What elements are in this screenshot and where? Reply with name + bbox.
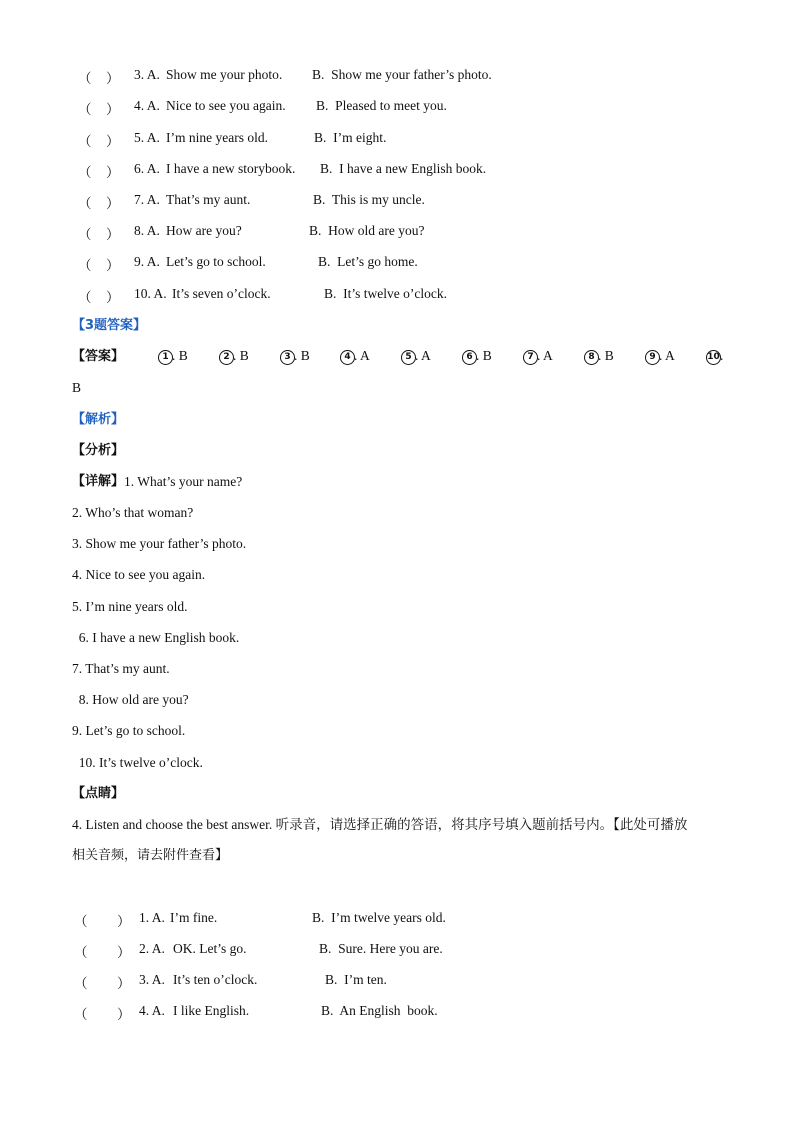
- question-number: 7. A.: [134, 192, 160, 207]
- detail-line: 4. Nice to see you again.: [72, 567, 206, 582]
- answer-paren-open: （: [78, 134, 92, 149]
- answer-paren-open: （: [74, 945, 88, 960]
- option-a: It’s ten o’clock.: [173, 972, 258, 987]
- question-instruction: 4. Listen and choose the best answer. 听录音，请选择正确的答语，将其序号填入题前括号内。【此处可播放: [72, 817, 688, 832]
- answer-paren-open: （: [78, 165, 92, 180]
- circled-number-8: 8: [584, 350, 599, 365]
- analysis-label: 【解析】: [72, 412, 125, 427]
- circled-number-1: 1: [158, 350, 173, 365]
- question-number: 6. A.: [134, 161, 160, 176]
- answer-paren-open: （: [78, 196, 92, 211]
- answer-value: . B: [233, 348, 249, 363]
- option-a: Nice to see you again.: [166, 98, 286, 113]
- option-b: B. I’m ten.: [325, 972, 387, 987]
- option-a: I’m fine.: [170, 910, 218, 925]
- question-number: 4. A.: [139, 1003, 165, 1018]
- answer-paren-close: ）: [106, 227, 120, 242]
- detail-line: 6. I have a new English book.: [72, 630, 240, 645]
- detail-line: 8. How old are you?: [72, 692, 189, 707]
- circled-number-6: 6: [462, 350, 477, 365]
- circled-number-2: 2: [219, 350, 234, 365]
- option-a: Show me your photo.: [166, 67, 283, 82]
- option-a: I have a new storybook.: [166, 161, 296, 176]
- option-b: B. This is my uncle.: [313, 192, 425, 207]
- answer-paren-open: （: [78, 227, 92, 242]
- detail-line: 7. That’s my aunt.: [72, 661, 170, 676]
- answer-value: . B: [294, 348, 310, 363]
- answer-value: . B: [476, 348, 492, 363]
- detail-line: 1. What’s your name?: [124, 474, 243, 489]
- answer-value: . B: [598, 348, 614, 363]
- answer-paren-close: ）: [106, 290, 120, 305]
- answer-value-wrapped: B: [72, 380, 82, 395]
- question-number: 9. A.: [134, 254, 160, 269]
- option-a: It’s seven o’clock.: [172, 286, 271, 301]
- option-a: I like English.: [173, 1003, 250, 1018]
- answer-paren-close: ）: [106, 196, 120, 211]
- detail-line: 2. Who’s that woman?: [72, 505, 194, 520]
- option-b: B. I’m eight.: [314, 130, 387, 145]
- question-number: 10. A.: [134, 286, 167, 301]
- answer-value: . A: [415, 348, 431, 363]
- option-b: B. Let’s go home.: [318, 254, 418, 269]
- answer-label: 【答案】: [72, 349, 125, 364]
- question-instruction-cont: 相关音频，请去附件查看】: [72, 848, 229, 863]
- detail-line: 10. It’s twelve o’clock.: [72, 755, 203, 770]
- section-header-answers: 【3题答案】: [72, 318, 147, 333]
- answer-value: . A: [354, 348, 370, 363]
- detail-label: 【详解】: [72, 474, 125, 489]
- option-a: That’s my aunt.: [166, 192, 251, 207]
- answer-paren-open: （: [74, 976, 88, 991]
- answer-value: .: [720, 348, 724, 363]
- option-b: B. How old are you?: [309, 223, 425, 238]
- answer-paren-open: （: [78, 102, 92, 117]
- answer-paren-close: ）: [117, 945, 131, 960]
- answer-paren-close: ）: [117, 1007, 131, 1022]
- answer-paren-close: ）: [117, 976, 131, 991]
- answer-value: . A: [537, 348, 553, 363]
- answer-paren-open: （: [74, 1007, 88, 1022]
- answer-paren-close: ）: [106, 165, 120, 180]
- answer-value: . B: [172, 348, 188, 363]
- detail-line: 3. Show me your father’s photo.: [72, 536, 247, 551]
- dianjing-label: 【点睛】: [72, 786, 125, 801]
- option-b: B. I have a new English book.: [320, 161, 487, 176]
- detail-line: 9. Let’s go to school.: [72, 723, 186, 738]
- circled-number-5: 5: [401, 350, 416, 365]
- circled-number-3: 3: [280, 350, 295, 365]
- answer-paren-open: （: [78, 258, 92, 273]
- option-b: B. An English book.: [321, 1003, 438, 1018]
- answer-paren-close: ）: [117, 914, 131, 929]
- question-number: 5. A.: [134, 130, 160, 145]
- question-number: 8. A.: [134, 223, 160, 238]
- answer-paren-open: （: [78, 71, 92, 86]
- answer-value: . A: [659, 348, 675, 363]
- circled-number-9: 9: [645, 350, 660, 365]
- question-number: 3. A.: [139, 972, 165, 987]
- answer-paren-open: （: [78, 290, 92, 305]
- option-b: B. Sure. Here you are.: [319, 941, 443, 956]
- circled-number-10: 10: [706, 350, 721, 365]
- question-number: 2. A.: [139, 941, 165, 956]
- circled-number-4: 4: [340, 350, 355, 365]
- option-b: B. Show me your father’s photo.: [312, 67, 492, 82]
- option-b: B. I’m twelve years old.: [312, 910, 446, 925]
- answer-paren-close: ）: [106, 134, 120, 149]
- answer-paren-open: （: [74, 914, 88, 929]
- option-a: I’m nine years old.: [166, 130, 268, 145]
- question-number: 1. A.: [139, 910, 165, 925]
- question-number: 3. A.: [134, 67, 160, 82]
- question-number: 4. A.: [134, 98, 160, 113]
- option-a: Let’s go to school.: [166, 254, 266, 269]
- answer-paren-close: ）: [106, 102, 120, 117]
- circled-number-7: 7: [523, 350, 538, 365]
- option-b: B. Pleased to meet you.: [316, 98, 447, 113]
- answer-paren-close: ）: [106, 71, 120, 86]
- answer-paren-close: ）: [106, 258, 120, 273]
- option-a: How are you?: [166, 223, 242, 238]
- option-b: B. It’s twelve o’clock.: [324, 286, 447, 301]
- fenxi-label: 【分析】: [72, 443, 125, 458]
- detail-line: 5. I’m nine years old.: [72, 599, 188, 614]
- option-a: OK. Let’s go.: [173, 941, 247, 956]
